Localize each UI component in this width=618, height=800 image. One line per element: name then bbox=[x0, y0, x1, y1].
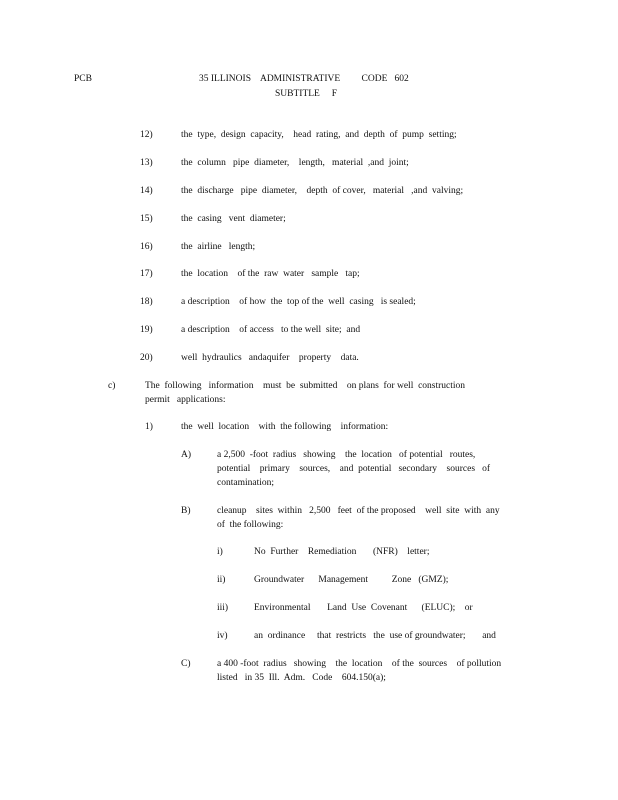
item-b-line2: of the following: bbox=[217, 520, 284, 530]
section-c-label: c) bbox=[108, 381, 116, 391]
list-item-text: a description of how the top of the well casing is sealed; bbox=[181, 297, 416, 307]
list-item-text: the type, design capacity, head rating, and depth of pump setting; bbox=[181, 130, 457, 140]
list-item-text: a description of access to the well site; and bbox=[181, 325, 361, 335]
header-left-pcb: PCB bbox=[74, 74, 92, 84]
header-title-line1: 35 ILLINOIS ADMINISTRATIVE CODE 602 bbox=[199, 74, 409, 84]
list-item-text: the airline length; bbox=[181, 242, 256, 252]
section-c-text-line2: permit applications: bbox=[145, 395, 226, 405]
sub-item-text: No Further Remediation (NFR) letter; bbox=[254, 547, 430, 557]
list-item-number: 19) bbox=[140, 325, 153, 335]
list-item-number: 17) bbox=[140, 269, 153, 279]
sub-item-text: Environmental Land Use Covenant (ELUC); or bbox=[254, 603, 473, 613]
sub-item-number: iii) bbox=[217, 603, 229, 613]
item-1-number: 1) bbox=[145, 422, 153, 432]
item-c-line2: listed in 35 Ill. Adm. Code 604.150(a); bbox=[217, 673, 386, 683]
sub-item-number: i) bbox=[217, 547, 223, 557]
item-b-line1: cleanup sites within 2,500 feet of the proposed well site with any bbox=[217, 506, 500, 516]
item-a-label: A) bbox=[181, 450, 192, 460]
section-c-text-line1: The following information must be submitted on plans for well construction bbox=[145, 381, 466, 391]
sub-item-text: Groundwater Management Zone (GMZ); bbox=[254, 575, 449, 585]
list-item-number: 12) bbox=[140, 130, 153, 140]
list-item-number: 18) bbox=[140, 297, 153, 307]
sub-item-text: an ordinance that restricts the use of groundwater; and bbox=[254, 631, 496, 641]
list-item-text: the casing vent diameter; bbox=[181, 214, 286, 224]
sub-item-number: ii) bbox=[217, 575, 226, 585]
sub-item-number: iv) bbox=[217, 631, 228, 641]
list-item-number: 13) bbox=[140, 158, 153, 168]
header-title-line2: SUBTITLE F bbox=[275, 89, 338, 99]
item-a-line2: potential primary sources, and potential secondary sources of bbox=[217, 464, 491, 474]
item-b-label: B) bbox=[181, 506, 191, 516]
list-item-number: 14) bbox=[140, 186, 153, 196]
item-1-text: the well location with the following information: bbox=[181, 422, 389, 432]
list-item-text: the discharge pipe diameter, depth of cover, material ,and valving; bbox=[181, 186, 464, 196]
item-c-line1: a 400 -foot radius showing the location of the sources of pollution bbox=[217, 659, 502, 669]
item-a-line1: a 2,500 -foot radius showing the location of potential routes, bbox=[217, 450, 476, 460]
item-c-label: C) bbox=[181, 659, 191, 669]
item-a-line3: contamination; bbox=[217, 478, 274, 488]
list-item-text: well hydraulics andaquifer property data. bbox=[181, 353, 359, 363]
list-item-text: the location of the raw water sample tap; bbox=[181, 269, 360, 279]
list-item-text: the column pipe diameter, length, material ,and joint; bbox=[181, 158, 409, 168]
list-item-number: 20) bbox=[140, 353, 153, 363]
list-item-number: 15) bbox=[140, 214, 153, 224]
list-item-number: 16) bbox=[140, 242, 153, 252]
